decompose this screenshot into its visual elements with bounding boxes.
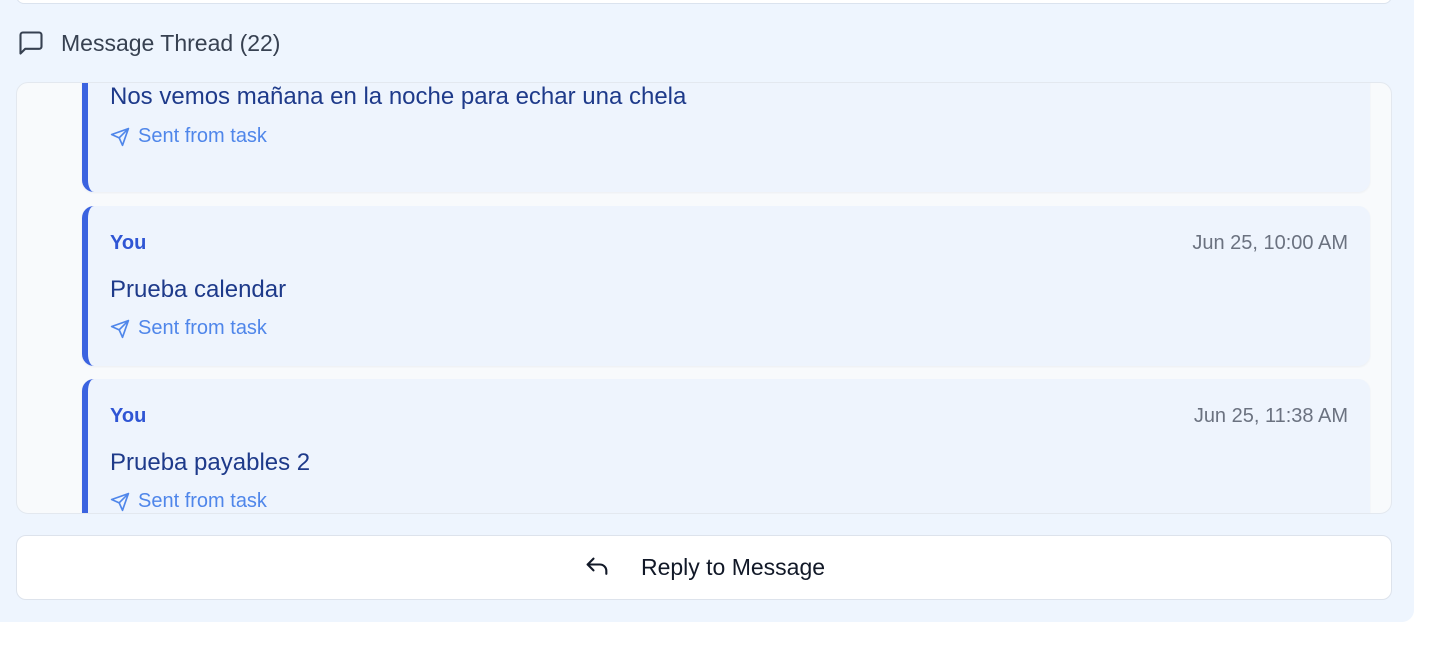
message-item [82,379,1370,514]
message-body: Nos vemos mañana en la noche para echar una chela [110,83,687,110]
sent-from-task-label: Sent from task [138,490,267,512]
reply-button-label: Reply to Message [640,554,826,580]
sent-from-task-link[interactable] [110,490,267,513]
message-item [82,82,1370,192]
send-icon [110,127,138,147]
sent-from-task-link[interactable] [110,317,267,340]
sent-from-task-label: Sent from task [138,125,267,147]
message-timestamp: Jun 25, 11:38 AM [1193,405,1348,427]
message-author: You [110,405,147,427]
message-author: You [110,232,147,254]
reply-to-message-button[interactable] [16,535,1392,600]
previous-card [16,0,1392,4]
thread-header [17,28,280,58]
send-icon [110,319,138,339]
send-icon [110,492,138,512]
message-body: Prueba calendar [110,276,287,303]
message-item [82,206,1370,366]
message-square-icon [17,29,45,57]
sent-from-task-link[interactable] [110,125,267,148]
reply-icon [583,554,641,582]
message-timestamp: Jun 25, 10:00 AM [1192,232,1348,254]
sent-from-task-label: Sent from task [138,317,267,339]
message-list[interactable] [16,82,1392,514]
message-body: Prueba payables 2 [110,449,311,476]
thread-title: Message Thread (22) [61,29,281,56]
